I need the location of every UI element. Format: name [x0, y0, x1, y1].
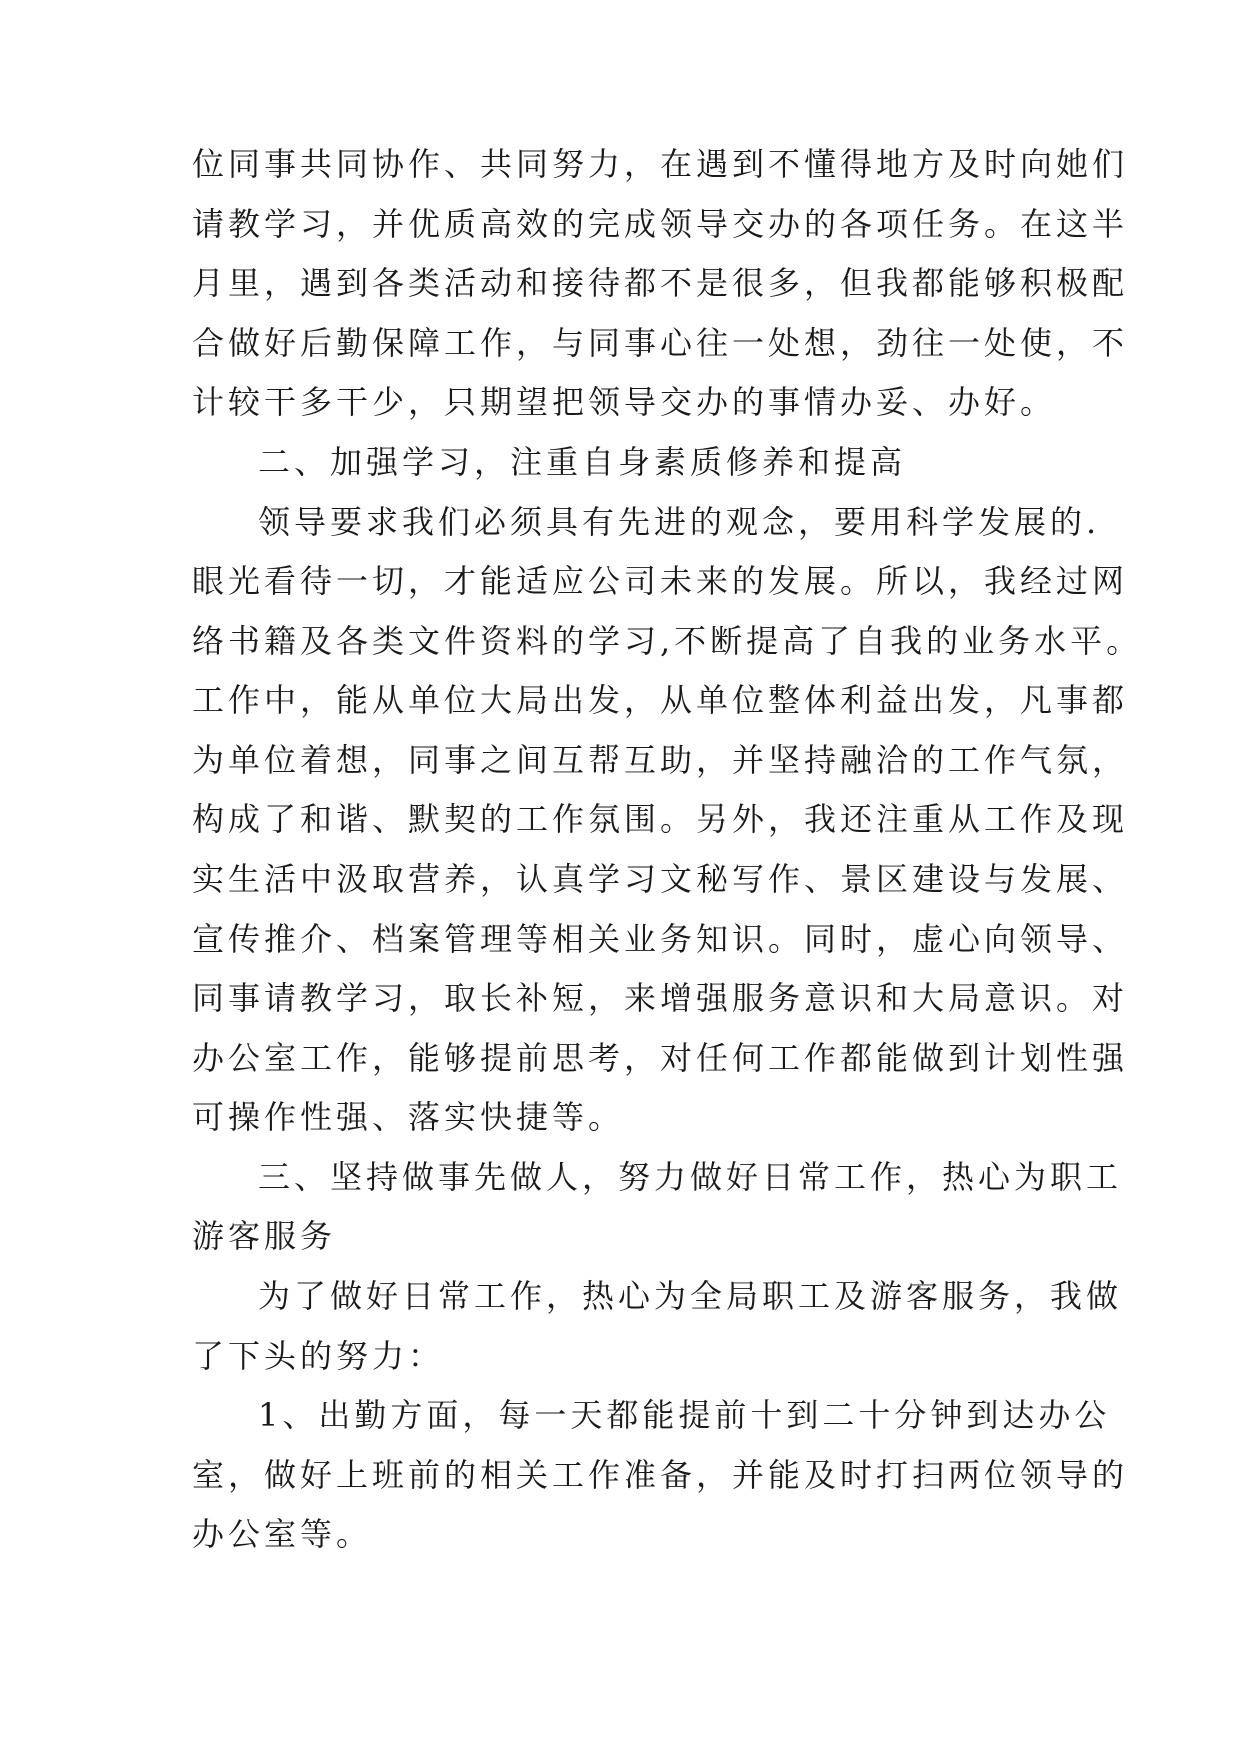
text-line: 办公室工作，能够提前思考，对任何工作都能做到计划性强	[192, 1039, 1129, 1077]
text-line: 位同事共同协作、共同努力，在遇到不懂得地方及时向她们	[192, 145, 1129, 183]
text-line: 合做好后勤保障工作，与同事心往一处想，劲往一处使，不	[192, 324, 1129, 362]
text-line: 实生活中汲取营养，认真学习文秘写作、景区建设与发展、	[192, 860, 1129, 898]
text-line: 计较干多干少，只期望把领导交办的事情办妥、办好。	[192, 383, 1057, 421]
text-line: 宣传推介、档案管理等相关业务知识。同时，虚心向领导、	[192, 920, 1129, 958]
section-heading: 三、坚持做事先做人，努力做好日常工作，热心为职工	[258, 1158, 1123, 1196]
section-heading: 二、加强学习，注重自身素质修养和提高	[258, 443, 907, 481]
text-line: 室，做好上班前的相关工作准备，并能及时打扫两位领导的	[192, 1456, 1129, 1494]
text-line: 办公室等。	[192, 1515, 373, 1553]
text-line: 月里，遇到各类活动和接待都不是很多，但我都能够积极配	[192, 264, 1129, 302]
text-line: 领导要求我们必须具有先进的观念，要用科学发展的.	[258, 503, 1101, 541]
text-line: 为单位着想，同事之间互帮互助，并坚持融洽的工作气氛，	[192, 741, 1129, 779]
text-line: 为了做好日常工作，热心为全局职工及游客服务，我做	[258, 1277, 1123, 1315]
text-line: 1、出勤方面，每一天都能提前十到二十分钟到达办公	[258, 1396, 1111, 1434]
text-line: 构成了和谐、默契的工作氛围。另外，我还注重从工作及现	[192, 800, 1129, 838]
text-line: 同事请教学习，取长补短，来增强服务意识和大局意识。对	[192, 979, 1129, 1017]
text-line: 请教学习，并优质高效的完成领导交办的各项任务。在这半	[192, 205, 1129, 243]
text-line: 眼光看待一切，才能适应公司未来的发展。所以，我经过网	[192, 562, 1129, 600]
section-heading: 游客服务	[192, 1217, 337, 1255]
text-line: 了下头的努力：	[192, 1337, 445, 1375]
text-line: 工作中，能从单位大局出发，从单位整体利益出发，凡事都	[192, 681, 1129, 719]
text-line: 络书籍及各类文件资料的学习,不断提高了自我的业务水平。	[192, 622, 1143, 660]
text-line: 可操作性强、落实快捷等。	[192, 1098, 625, 1136]
